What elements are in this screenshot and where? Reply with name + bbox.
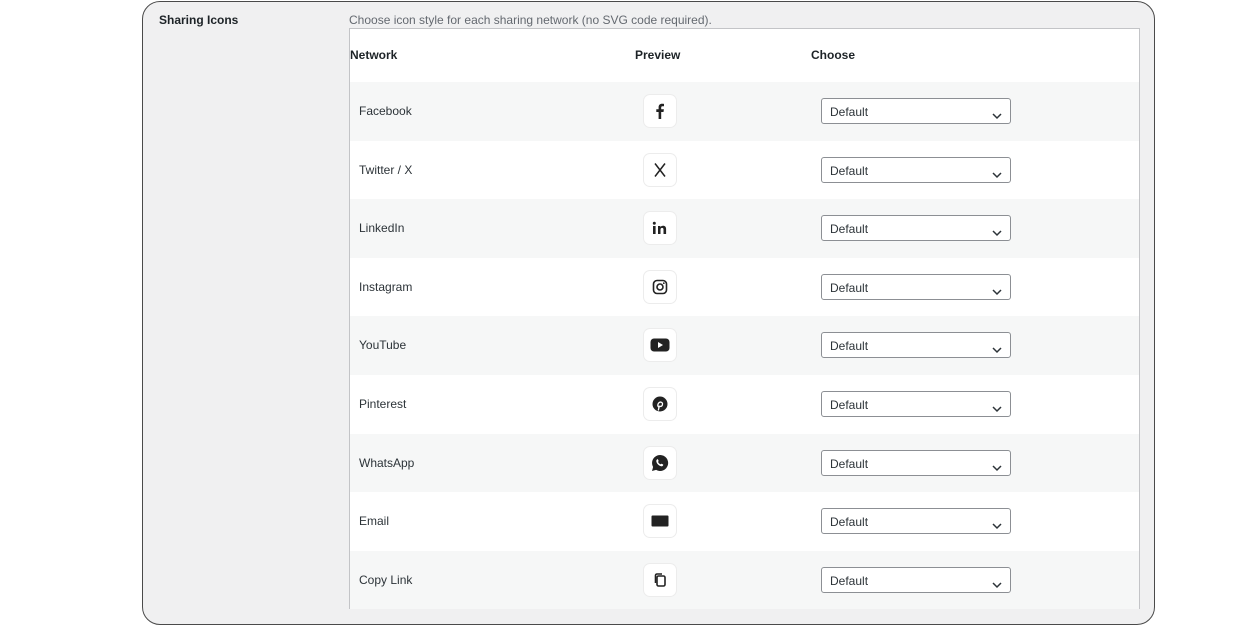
network-name: Email [359,514,390,529]
icon-style-select[interactable] [821,332,1011,358]
youtube-icon [650,338,670,352]
table-header [350,29,1139,83]
icon-preview [644,505,676,537]
table-row [350,199,1139,258]
icon-style-select[interactable] [821,391,1011,417]
icon-preview [644,447,676,479]
sharing-icons-table [349,28,1140,609]
table-row [350,492,1139,551]
chevron-down-icon [992,224,1002,242]
table-row [350,82,1139,141]
table-row [350,316,1139,375]
network-name: Facebook [359,104,412,118]
icon-style-select[interactable] [821,274,1011,300]
linkedin-icon [652,221,668,235]
network-name: Copy Link [359,572,413,587]
table-row [350,434,1139,493]
select-value: Default [830,573,869,588]
email-icon [651,515,669,527]
icon-preview [644,95,676,127]
icon-preview [644,212,676,244]
select-value: Default [830,398,869,412]
icon-preview [644,388,676,420]
column-header-choose: Choose [811,48,856,62]
select-value: Default [830,105,869,119]
select-value: Default [830,456,869,471]
settings-panel [142,1,1155,625]
icon-style-select[interactable] [821,567,1011,593]
chevron-down-icon [992,459,1002,477]
chevron-down-icon [992,166,1002,184]
chevron-down-icon [992,400,1002,418]
table-row [350,141,1139,200]
pinterest-icon [652,396,668,412]
icon-style-select[interactable] [821,215,1011,241]
icon-style-select[interactable] [821,157,1011,183]
table-row [350,258,1139,317]
select-value: Default [830,163,869,178]
table-row [350,375,1139,434]
network-name: Instagram [359,279,413,294]
network-name: Twitter / X [359,162,413,177]
network-name: WhatsApp [359,455,415,470]
copy-link-icon [653,572,667,588]
whatsapp-icon [651,454,669,472]
network-name: LinkedIn [359,221,405,236]
chevron-down-icon [992,341,1002,359]
icon-preview [644,154,676,186]
icon-preview [644,564,676,596]
icon-preview [644,271,676,303]
icon-preview [644,329,676,361]
chevron-down-icon [992,283,1002,301]
column-header-preview: Preview [635,48,681,62]
section-description: Choose icon style for each sharing network (no SVG code required). [349,13,712,27]
select-value: Default [830,222,869,237]
icon-style-select[interactable] [821,508,1011,534]
instagram-icon [652,279,668,295]
network-name: YouTube [359,338,407,353]
select-value: Default [830,339,869,354]
facebook-icon [653,103,667,119]
chevron-down-icon [992,576,1002,594]
chevron-down-icon [992,517,1002,535]
select-value: Default [830,515,869,530]
column-header-network: Network [350,48,398,62]
section-label: Sharing Icons [159,13,239,27]
chevron-down-icon [992,107,1002,125]
x-icon [653,162,667,178]
select-value: Default [830,280,869,295]
network-name: Pinterest [359,397,407,411]
table-row [350,551,1139,610]
icon-style-select[interactable] [821,450,1011,476]
icon-style-select[interactable] [821,98,1011,124]
